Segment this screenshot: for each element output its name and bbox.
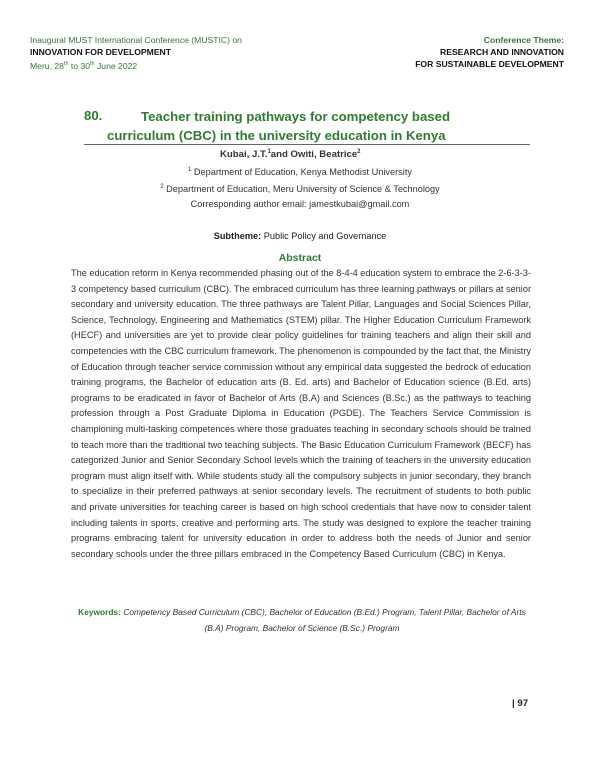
keywords: Keywords: Competency Based Curriculum (CBC), Bachelor of Education (B.Ed.) Program, Talent Pillar, Bachelor of Arts (B.A) Program, Bachelor of Science (B.Sc.) Program [78,607,526,633]
title-line2: curriculum (CBC) in the university education in Kenya [107,127,446,143]
conference-dates: Meru, 28th to 30th June 2022 [30,60,138,71]
affiliation-1: $^1$ Department of Education, Kenya Methodist University [188,167,412,178]
theme-label: Conference Theme: [483,35,564,45]
title-line1: Teacher training pathways for competency based [141,109,451,124]
header-left [30,34,310,72]
corresponding-author: Corresponding author email: jamestkubai@gmail.com [190,199,410,210]
paper-number: 80. [84,108,103,123]
subtheme: Subtheme: Public Policy and Governance [213,231,387,241]
title-divider [84,144,530,145]
author-names: Kubai, J.T.$^1$and Owiti, Beatrice$^2$ [220,149,361,161]
theme-line2: FOR SUSTAINABLE DEVELOPMENT [415,59,564,69]
authors-block [0,146,600,212]
header-right [304,34,564,70]
page-number: | 97 [512,698,529,709]
theme-line1: RESEARCH AND INNOVATION [440,47,564,57]
paper-title [84,108,484,145]
abstract-heading: Abstract [278,252,322,264]
abstract-text: The education reform in Kenya recommended phasing out of the 8-4-4 education system to embrace the 2-6-3-3-3 competency based curriculum (CBC). The embraced curriculum has three learning pathways or pillars at senior secondary and university education. The three pathways are Talent Pillar, Languages and Social Sciences Pillar, Science, Technology, Engineering and Mathematics (STEM) pillar. The Higher Education Curriculum Framework (HECF) and universities are yet to provide clear policy guidelines for training teachers and align their skill and competencies with the CBC curriculum framework. The phenomenon is compounded by the fact that, the Ministry of Education through teacher service commission without any empirical data suggested the bedrock of education training programs, the Bachelor of education arts (B. Ed. arts) and Bachelor of Education science (B.Ed. arts) programs to be eradicated in favor of Bachelor of Arts (B.A) and Sciences (B.Sc.) as the pathways to teaching profession through a Post Graduate Diploma in Education (PGDE). The Teachers Service Commission is championing multi-tasking competences where those graduates teaching in secondary schools should be trained to teach more than the traditional two teaching subjects. The Basic Education Curriculum Framework (BECF) has categorized Junior and Senior Secondary School levels which the training of teachers in the university education program must align itself with. While students study all the compulsory subjects in junior secondary, they branch to specialize in their preferred pathways at senior secondary levels. The recruitment of students to both public and private universities for teaching career is based on high school credentials that have now to consider talent including talents in sports, creative and performing arts. The study was designed to explore the teacher training programs embracing talent for university education in order to address both the needs of Junior and senior secondary schools under the three pillars embraced in the Competency Based Curriculum (CBC) in Kenya. [71,268,531,559]
affiliation-2: $^2$ Department of Education, Meru University of Science & Technology [160,184,440,195]
conference-name: Inaugural MUST International Conference (MUSTIC) on [30,35,242,45]
conference-subject: INNOVATION FOR DEVELOPMENT [30,47,172,57]
